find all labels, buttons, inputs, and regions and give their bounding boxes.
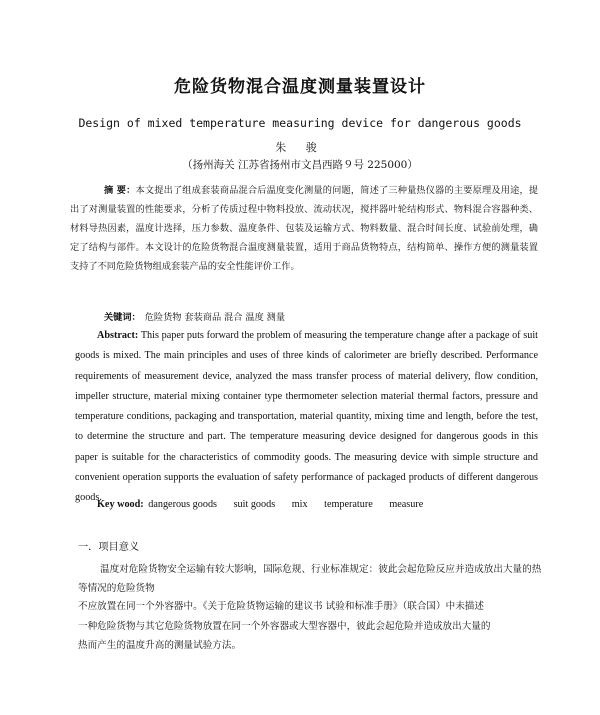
- english-keyword: suit goods: [233, 499, 276, 510]
- english-keyword: measure: [389, 499, 424, 510]
- chinese-abstract: [70, 181, 538, 276]
- body-paragraph: 温度对危险货物安全运输有较大影响，国际危规、行业标准规定：彼此会起危险反应并造成放出大量的热等情况的危险货物: [78, 564, 542, 594]
- body-paragraph: [78, 597, 558, 656]
- body-line: 一种危险货物与其它危险货物放置在同一个外容器或大型容器中，彼此会起危险并造成放出大量的: [78, 620, 491, 632]
- paper-subtitle: Design of mixed temperature measuring device for dangerous goods: [78, 116, 522, 130]
- english-keywords-label: Key wood:: [97, 499, 144, 510]
- english-keyword: mix: [291, 499, 308, 510]
- english-keyword: dangerous goods: [148, 499, 218, 510]
- english-keyword: temperature: [324, 499, 373, 510]
- english-abstract-label: Abstract:: [97, 330, 139, 341]
- chinese-keywords-label: 关键词：: [104, 312, 141, 323]
- author-affiliation: （扬州海关 江苏省扬州市文昌西路９号 225000）: [182, 159, 418, 171]
- english-abstract: [75, 326, 538, 509]
- english-keywords: [97, 499, 437, 510]
- section-heading: 一．项目意义: [78, 542, 140, 553]
- paper-title: 危险货物混合温度测量装置设计: [174, 77, 426, 97]
- author-name: 朱 骏: [275, 141, 325, 154]
- chinese-abstract-text: 本文提出了组成套装商品混合后温度变化测量的问题，简述了三种量热仪器的主要原理及用途，提出了对测量装置的性能要求，分析了传质过程中物料投放、流动状况，搅拌器叶轮结构形式、物料混合容器种类、材料导热因素，温度计选择，压力参数、温度条件、包装及运输方式、物料数量、混合时间长度、试验前处理，确定了结构与部件。本文设计的危险货物混合温度测量装置，适用于商品货物特点，结构简单、操作方便的测量装置支持了不同危险货物组成套装产品的安全性能评价工作。: [70, 185, 539, 272]
- english-abstract-text: This paper puts forward the problem of measuring the temperature change after a package of suit goods is mixed. The main principles and uses of three kinds of calorimeter are briefly described. Performance requirements of measurement device, analyzed the mass transfer process of material delivery, flow condition, impeller structure, material mixing container type thermometer selection material thermal factors, pressure and temperature conditions, packaging and transportation, material quantity, mixing time and length, before the test, to determine the structure and part. The temperature measuring device designed for dangerous goods in this paper is suitable for the characteristics of commodity goods. The measuring device with simple structure and convenient operation supports the evaluation of safety performance of packaged products of different dangerous goods.: [75, 330, 538, 504]
- body-line: 热而产生的温度升高的测量试验方法。: [78, 640, 242, 651]
- chinese-keywords: [104, 309, 285, 323]
- chinese-abstract-label: 摘 要：: [104, 185, 136, 196]
- body-line: 不应放置在同一个外容器中。《关于危险货物运输的建议书 试验和标准手册》（联合国）中未描述: [78, 601, 484, 612]
- chinese-keywords-list: 危险货物 套装商品 混合 温度 测量: [144, 312, 286, 323]
